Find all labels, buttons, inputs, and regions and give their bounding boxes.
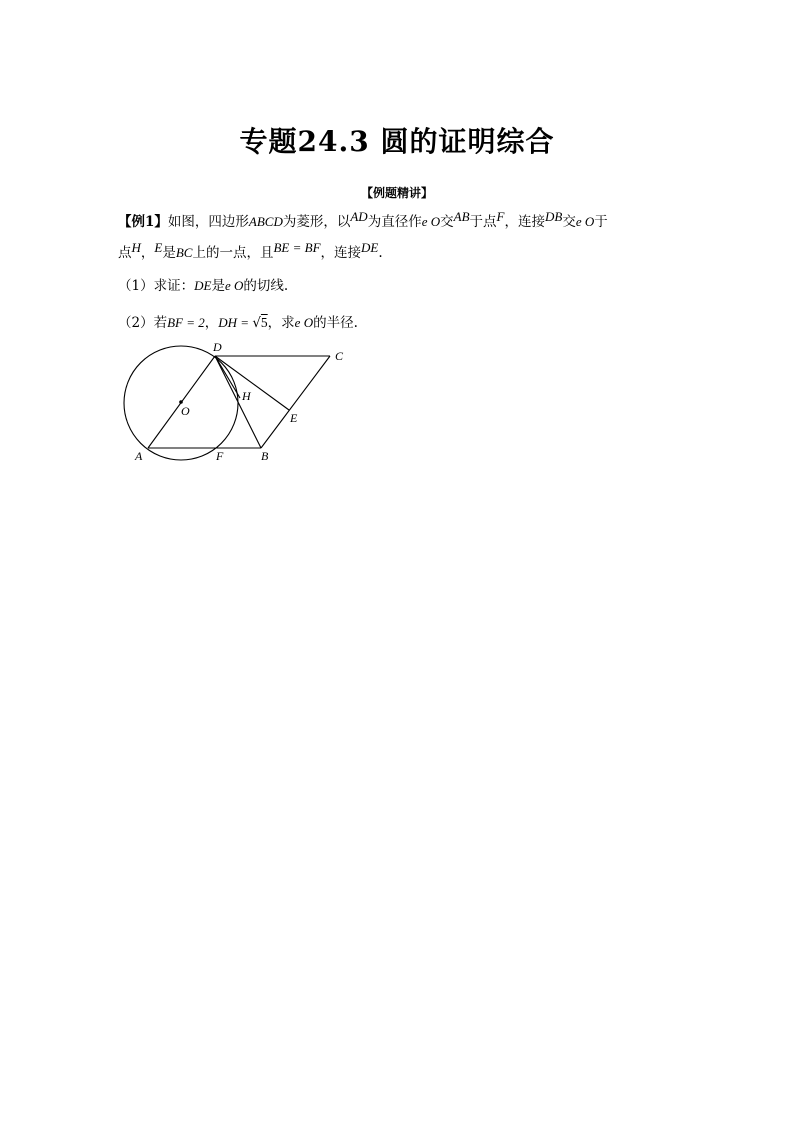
example-line-1	[118, 210, 608, 230]
segment-bc	[261, 356, 330, 448]
math-f: F	[496, 209, 505, 224]
label-d: D	[213, 340, 222, 354]
text: 于	[594, 214, 608, 230]
example-line-2	[118, 241, 383, 261]
text: 交	[440, 214, 454, 230]
label-c: C	[335, 349, 344, 363]
text: 是	[211, 278, 225, 294]
text: ，连接	[320, 245, 362, 261]
label-e: E	[290, 411, 298, 425]
text: .	[378, 245, 383, 261]
segment-de	[215, 356, 289, 410]
page-title: 专题24.3 圆的证明综合	[239, 125, 555, 158]
label-a: A	[135, 449, 143, 463]
math-ab: AB	[453, 209, 470, 224]
math-de: DE	[361, 240, 379, 255]
math-bc: BC	[175, 245, 193, 260]
label-f: F	[216, 449, 224, 463]
text: ，	[140, 245, 155, 261]
math-circle-o: e O	[575, 214, 595, 229]
math-h: H	[131, 240, 141, 255]
math-bf: BF = 2	[167, 315, 205, 330]
text: 交	[562, 214, 576, 230]
question-number: （2）若	[118, 315, 168, 331]
text: 上的一点，且	[192, 245, 274, 261]
label-b: B	[261, 449, 269, 463]
math-sqrt-value: 5	[260, 315, 268, 330]
math-be-bf: BE = BF	[273, 240, 321, 255]
question-1	[118, 274, 288, 294]
text: ，	[204, 315, 219, 331]
question-2	[118, 311, 358, 331]
text: ，连接	[504, 214, 545, 230]
text: ，求	[267, 315, 295, 331]
text: 为菱形，以	[282, 214, 351, 230]
math-db: DB	[544, 209, 563, 224]
segment-db	[215, 356, 261, 448]
label-h: H	[242, 389, 251, 403]
text: 是	[162, 245, 176, 261]
math-e: E	[154, 240, 163, 255]
question-number: （1）求证：	[118, 278, 195, 294]
label-o: O	[181, 404, 190, 418]
text: 为直径作	[367, 214, 422, 230]
math-circle-o: e O	[294, 315, 314, 330]
example-label: 【例1】	[118, 214, 168, 230]
text: 的半径.	[313, 315, 358, 331]
text: 于点	[469, 214, 497, 230]
math-dh: DH =	[218, 315, 253, 330]
geometry-figure	[118, 338, 358, 468]
text: 点	[118, 245, 132, 261]
sqrt-sign: √	[252, 315, 261, 331]
text: 如图，四边形	[167, 214, 249, 230]
math-circle-o: e O	[421, 214, 441, 229]
math-ad: AD	[350, 209, 368, 224]
section-heading: 【例题精讲】	[360, 186, 433, 200]
math-abcd: ABCD	[248, 214, 283, 229]
segment-dh-fill	[215, 356, 240, 398]
math-circle-o: e O	[224, 278, 244, 293]
text: 的切线.	[243, 278, 289, 294]
math-de: DE	[194, 278, 212, 293]
